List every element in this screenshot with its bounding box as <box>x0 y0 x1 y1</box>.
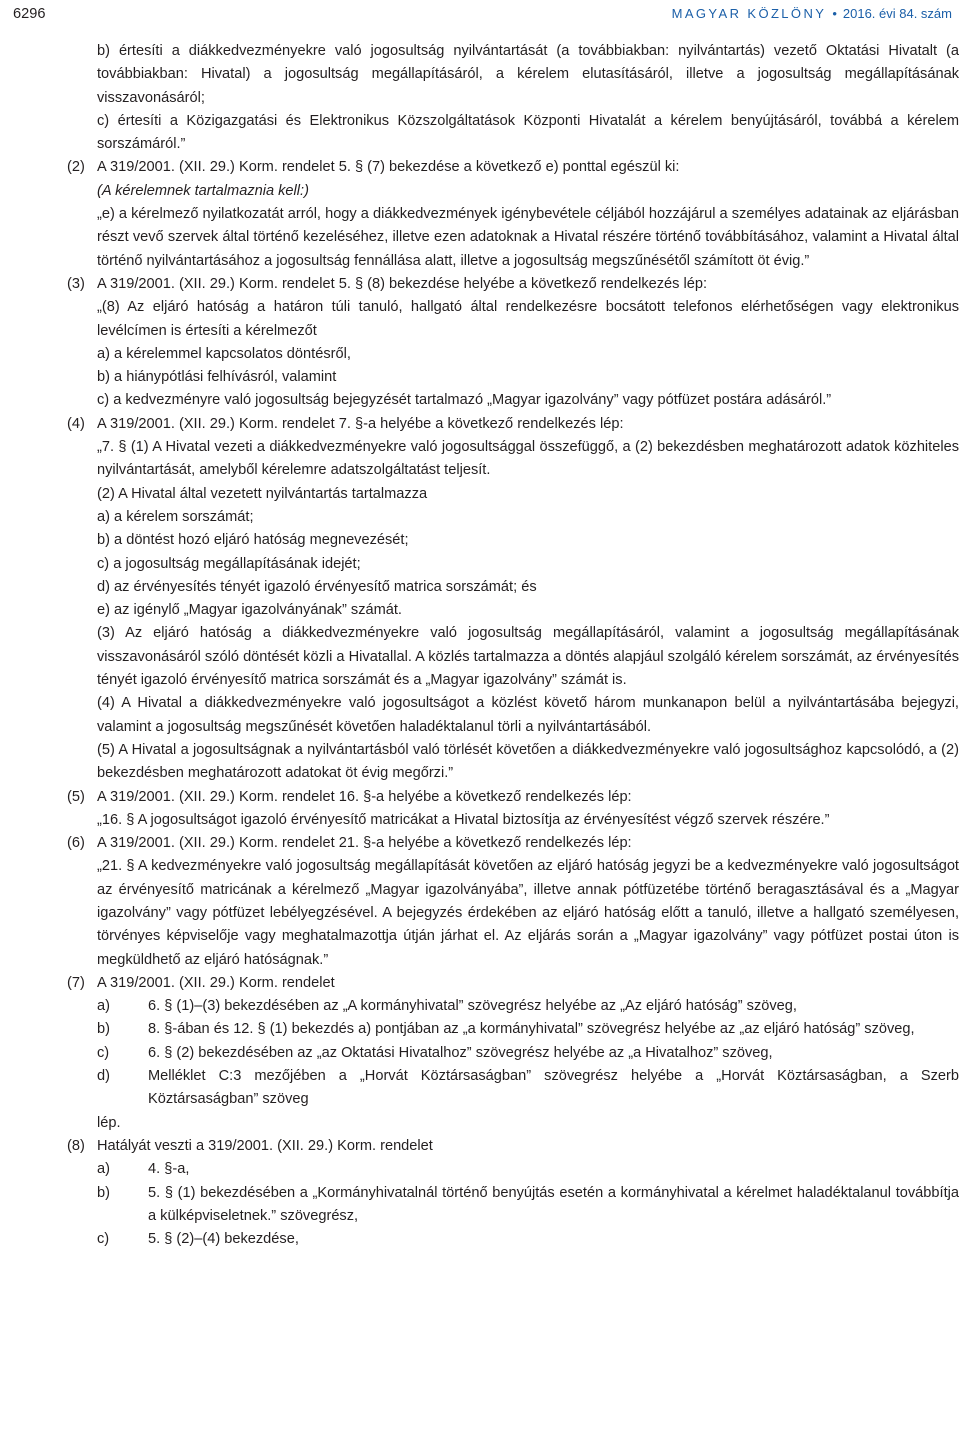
section-heading-text: Hatályát veszti a 319/2001. (XII. 29.) Korm. rendelet <box>97 1137 433 1154</box>
section-7-tail: lép. <box>97 1114 121 1131</box>
section-4-paragraph-3: (3) Az eljáró hatóság a diákkedvezményekre való jogosultság megállapításáról, valamint a jogosultság megállapításának visszavonásáról szóló döntését közli a Hivatallal. A közlés tartalmazza a döntés alapjául szolgáló kérelem sorszámát, az érvényesítés tényét igazoló érvényesítő matrica sorszámát és a „Magyar igazolvány” számát is. <box>97 625 959 689</box>
paragraph-c: c) értesíti a Közigazgatási és Elektronikus Közszolgáltatások Központi Hivatalát a kérelem benyújtásáról, továbbá a kérelem sorszámáról.” <box>97 112 959 153</box>
section-6-heading <box>67 832 959 855</box>
section-2-italic-note: (A kérelemnek tartalmaznia kell:) <box>97 182 309 199</box>
section-2-heading <box>67 156 959 179</box>
section-7-item-a <box>67 995 959 1018</box>
paragraph-b: b) értesíti a diákkedvezményekre való jogosultság nyilvántartását (a továbbiakban: nyilvántartás) vezető Oktatási Hivatalt (a továbbiakban: Hivatal) a jogosultság megállapításáról, a kérelem elutasításáról, illetve a jogosultság megállapításának visszavonásáról; <box>97 43 959 106</box>
document-body <box>67 40 959 1251</box>
item-text: 6. § (2) bekezdésében az „az Oktatási Hivatalhoz” szövegrész helyébe az „a Hivatalhoz” szöveg, <box>148 1044 773 1061</box>
item-label: b) <box>97 1021 110 1038</box>
section-6-body: „21. § A kedvezményekre való jogosultság megállapítását követően az eljáró hatóság jegyzi be a kedvezményekre való jogosultságot az érvényesítő matricának a kérelmező „Magyar igazolványába”, illetve annak pótfüzetébe történő beragasztásával és a „Magyar igazolvány” vagy pótfüzet lebélyegzésével. A bejegyzés érdekében az eljáró hatóság előtt a tanuló, illetve a hallgató személyesen, törvényes képviselője vagy meghatalmazottja útján járhat el. Az eljárás során a „Magyar igazolvány” vagy pótfüzet postai úton is megküldhető az eljáró hatóságnak.” <box>97 858 959 968</box>
section-heading-text: A 319/2001. (XII. 29.) Korm. rendelet <box>97 974 335 991</box>
section-4-item-e: e) az igénylő „Magyar igazolványának” számát. <box>97 602 402 619</box>
section-number: (6) <box>67 835 85 852</box>
item-text: 4. §-a, <box>148 1161 190 1178</box>
publication-title: MAGYAR KÖZLÖNY <box>671 6 827 21</box>
section-3-item-c: c) a kedvezményre való jogosultság bejegyzését tartalmazó „Magyar igazolvány” vagy pótfüzet postára adásáról.” <box>97 392 832 409</box>
section-3-item-a: a) a kérelemmel kapcsolatos döntésről, <box>97 345 351 362</box>
section-4-item-d: d) az érvényesítés tényét igazoló érvényesítő matrica sorszámát; és <box>97 578 537 595</box>
section-4-heading <box>67 413 959 436</box>
item-label: c) <box>97 1231 110 1248</box>
section-5-body: „16. § A jogosultságot igazoló érvényesítő matricákat a Hivatal biztosítja az érvényesítést végző szervek részére.” <box>97 811 830 828</box>
item-label: b) <box>97 1184 110 1201</box>
section-7-heading <box>67 972 959 995</box>
section-5-heading <box>67 786 959 809</box>
section-number: (8) <box>67 1137 85 1154</box>
item-label: c) <box>97 1044 110 1061</box>
section-2-body: „e) a kérelmező nyilatkozatát arról, hogy a diákkedvezmények igénybevétele céljából hozzájárul a személyes adatainak az eljárásban részt vevő szervek által történő kezeléséhez, illetve ezen adatoknak a Hivatal részére történő továbbításához, valamint a Hivatal által történő nyilvántartásához a jogosultság fennállása alatt, illetve a jogosultság megszűnésétől számított öt évig.” <box>97 206 959 269</box>
section-4-item-c: c) a jogosultság megállapításának idejét; <box>97 555 361 572</box>
section-4-paragraph-2: (2) A Hivatal által vezetett nyilvántartás tartalmazza <box>97 485 428 502</box>
item-text: 5. § (1) bekezdésében a „Kormányhivatalnál történő benyújtás esetén a kormányhivatal a kérelmet haladéktalanul továbbítja a külképviseletnek.” szövegrész, <box>148 1184 959 1224</box>
section-8-heading <box>67 1135 959 1158</box>
section-3-body: „(8) Az eljáró hatóság a határon túli tanuló, hallgató által rendelkezésre bocsátott telefonos elérhetőségen vagy elektronikus levélcímen is értesíti a kérelmezőt <box>97 299 959 339</box>
item-label: d) <box>97 1068 110 1085</box>
section-8-item-a <box>67 1158 959 1181</box>
running-header <box>672 6 952 21</box>
section-number: (2) <box>67 159 85 176</box>
section-4-item-b: b) a döntést hozó eljáró hatóság megnevezését; <box>97 532 409 549</box>
item-label: a) <box>97 1161 110 1178</box>
section-heading-text: A 319/2001. (XII. 29.) Korm. rendelet 5. § (8) bekezdése helyébe a következő rendelkezés lép: <box>97 275 708 292</box>
section-heading-text: A 319/2001. (XII. 29.) Korm. rendelet 16. §-a helyébe a következő rendelkezés lép: <box>97 788 632 805</box>
section-number: (3) <box>67 275 85 292</box>
item-text: 5. § (2)–(4) bekezdése, <box>148 1231 299 1248</box>
section-7-item-b <box>67 1018 959 1041</box>
item-text: 8. §-ában és 12. § (1) bekezdés a) pontjában az „a kormányhivatal” szövegrész helyébe az „az eljáró hatóság” szöveg, <box>148 1021 915 1038</box>
section-4-item-a: a) a kérelem sorszámát; <box>97 508 254 525</box>
section-4-paragraph-1: „7. § (1) A Hivatal vezeti a diákkedvezményekre való jogosultsággal összefüggő, a (2) bekezdésben meghatározott adatok közhiteles nyilvántartását, amelyből kérelemre adatszolgáltatást teljesít. <box>97 439 959 479</box>
section-3-heading <box>67 273 959 296</box>
section-4-paragraph-4: (4) A Hivatal a diákkedvezményekre való jogosultságot a közlést követő három munkanapon belül a nyilvántartásába bejegyzi, valamint a jogosultság megszűnését követően haladéktalanul törli a nyilvántartásából. <box>97 695 959 735</box>
item-text: Melléklet C:3 mezőjében a „Horvát Köztársaságban” szövegrész helyébe a „Horvát Köztársaságban, a Szerb Köztársaságban” szöveg <box>148 1068 959 1108</box>
section-heading-text: A 319/2001. (XII. 29.) Korm. rendelet 7. §-a helyébe a következő rendelkezés lép: <box>97 415 624 432</box>
section-number: (5) <box>67 788 85 805</box>
item-label: a) <box>97 998 110 1015</box>
page-header <box>0 0 960 30</box>
section-7-item-c <box>67 1042 959 1065</box>
separator-dot: • <box>832 6 837 21</box>
section-heading-text: A 319/2001. (XII. 29.) Korm. rendelet 5. § (7) bekezdése a következő e) ponttal egészül ki: <box>97 159 680 176</box>
page-number: 6296 <box>13 6 46 22</box>
item-text: 6. § (1)–(3) bekezdésében az „A kormányhivatal” szövegrész helyébe az „Az eljáró hatóság” szöveg, <box>148 998 797 1015</box>
section-number: (7) <box>67 974 85 991</box>
section-number: (4) <box>67 415 85 432</box>
section-7-item-d <box>67 1065 959 1112</box>
section-3-item-b: b) a hiánypótlási felhívásról, valamint <box>97 369 337 386</box>
section-8-item-c <box>67 1228 959 1251</box>
section-4-paragraph-5: (5) A Hivatal a jogosultságnak a nyilvántartásból való törlését követően a diákkedvezményekre való jogosultsághoz kapcsolódó, a (2) bekezdésben meghatározott adatokat öt évig megőrzi.” <box>97 741 959 782</box>
section-8-item-b <box>67 1182 959 1229</box>
section-heading-text: A 319/2001. (XII. 29.) Korm. rendelet 21. §-a helyébe a következő rendelkezés lép: <box>97 835 632 852</box>
issue-number: 2016. évi 84. szám <box>842 6 952 21</box>
